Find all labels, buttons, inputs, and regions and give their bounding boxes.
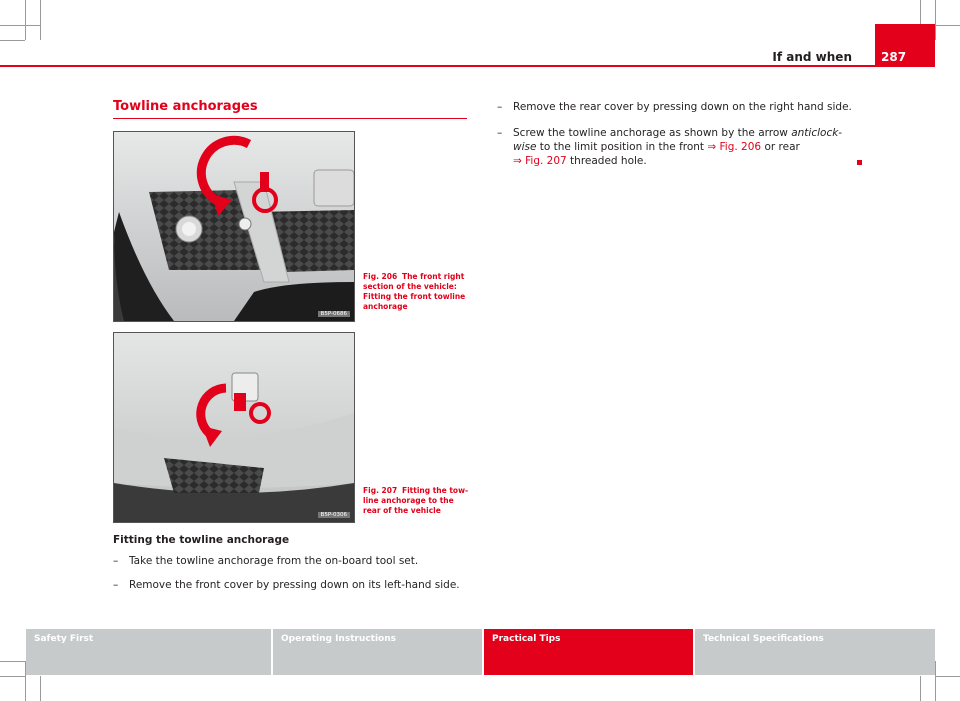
figure-label: Fig. 206 (363, 272, 398, 281)
figure-207-rear-anchorage (113, 332, 355, 523)
caption-text: The front right section of the vehicle: Fitting the front towline anchorage (363, 272, 466, 311)
tab-label: Safety First (34, 634, 94, 644)
crop-mark (0, 676, 25, 677)
step-text-part: to the limit position in the front (536, 141, 708, 153)
crop-mark (40, 676, 41, 701)
step-text-part: or rear (761, 141, 800, 153)
crop-mark (0, 40, 25, 41)
rear-bumper-illustration (114, 333, 354, 522)
crop-mark (40, 0, 41, 40)
section-rule (113, 118, 467, 119)
figure-code: B5P-0306 (318, 512, 350, 518)
step-text (513, 126, 853, 168)
tab-label: Practical Tips (492, 634, 561, 644)
tab-safety-first[interactable] (26, 629, 271, 675)
tab-technical-specifications[interactable] (695, 629, 935, 675)
dash-bullet: – (113, 579, 119, 591)
crop-mark (25, 0, 26, 40)
figure-206-front-anchorage (113, 131, 355, 322)
crop-mark (935, 676, 960, 677)
step-text-part: threaded hole. (566, 155, 647, 167)
step-text: Remove the front cover by pressing down on its left-hand side. (129, 579, 460, 591)
header-rule (0, 65, 935, 67)
emphasis-text: anticlock- (791, 127, 843, 139)
dash-bullet: – (497, 127, 503, 139)
crop-mark (0, 25, 40, 26)
tab-label: Operating Instructions (281, 634, 397, 644)
figure-207-caption (363, 486, 471, 516)
running-header-title: If and when (772, 50, 852, 64)
figure-label: Fig. 207 (363, 486, 398, 495)
figure-206-caption (363, 272, 471, 312)
page-number: 287 (881, 50, 907, 64)
tab-operating-instructions[interactable] (273, 629, 482, 675)
dash-bullet: – (113, 555, 119, 567)
figure-code: B5P-0686 (318, 311, 350, 317)
crop-mark (935, 25, 960, 26)
figure-206-link[interactable]: ⇒ Fig. 206 (707, 141, 762, 153)
procedure-heading: Fitting the towline anchorage (113, 534, 290, 546)
crop-mark (920, 676, 921, 701)
crop-mark (935, 661, 936, 701)
tab-label: Technical Specifications (703, 634, 824, 644)
step-text: Remove the rear cover by pressing down on the right hand side. (513, 101, 852, 113)
dash-bullet: – (497, 101, 503, 113)
front-bumper-illustration (114, 132, 354, 321)
emphasis-text: wise (513, 141, 537, 153)
end-of-section-marker (857, 160, 862, 165)
crop-mark (920, 0, 921, 24)
section-title: Towline anchorages (113, 99, 258, 114)
step-text-part: Screw the towline anchorage as shown by the arrow (513, 127, 792, 139)
crop-mark (935, 0, 936, 40)
step-text: Take the towline anchorage from the on-board tool set. (129, 555, 419, 567)
figure-207-link[interactable]: ⇒ Fig. 207 (513, 155, 567, 167)
page-number-box (875, 24, 935, 67)
caption-text: Fitting the tow-line anchorage to the rear of the vehicle (363, 486, 469, 515)
tab-practical-tips[interactable] (484, 629, 693, 675)
